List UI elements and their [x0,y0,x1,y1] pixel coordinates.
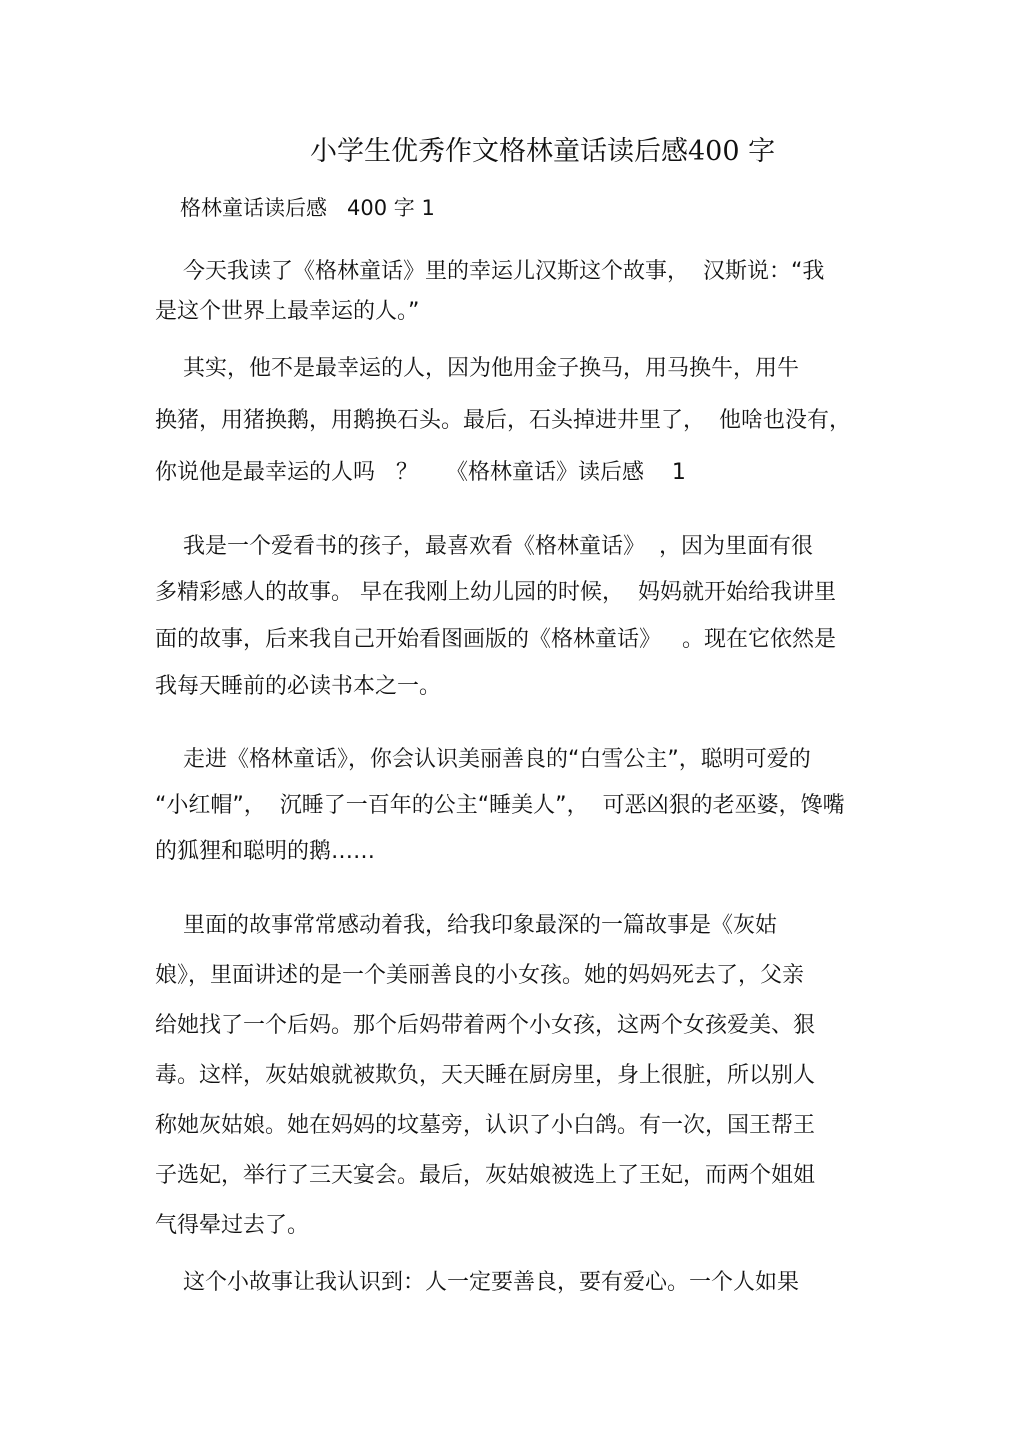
text-line: 娘》，里面讲述的是一个美丽善良的小女孩。她的妈妈死去了，父亲 [155,963,805,988]
text-line: 换猪，用猪换鹅，用鹅换石头。最后，石头掉进井里了， 他啥也没有， [155,408,851,433]
text-line: 其实，他不是最幸运的人，因为他用金子换马，用马换牛，用牛 [155,356,799,381]
text-line: 称她灰姑娘。她在妈妈的坟墓旁，认识了小白鸽。有一次，国王帮王 [155,1113,816,1138]
text-line: 气得晕过去了。 [155,1213,310,1238]
text-line: 我每天睡前的必读书本之一。 [155,674,442,699]
text-line: 你说他是最幸运的人吗 ？ 《格林童话》读后感 1 [155,460,686,485]
text-line: 子选妃，举行了三天宴会。最后，灰姑娘被选上了王妃，而两个姐姐 [155,1163,816,1188]
text-line: 的狐狸和聪明的鹅…… [155,839,376,864]
text-line: “小红帽”， 沉睡了一百年的公主“睡美人”， 可恶凶狠的老巫婆，馋嘴 [155,793,845,818]
text-line: 多精彩感人的故事。 早在我刚上幼儿园的时候， 妈妈就开始给我讲里 [155,580,836,605]
text-line: 面的故事，后来我自己开始看图画版的《格林童话》 。现在它依然是 [155,627,836,652]
text-line: 给她找了一个后妈。那个后妈带着两个小女孩，这两个女孩爱美、狠 [155,1013,816,1038]
text-line: 这个小故事让我认识到：人一定要善良，要有爱心。一个人如果 [155,1270,799,1295]
text-line: 走进《格林童话》，你会认识美丽善良的“白雪公主”，聪明可爱的 [155,747,811,772]
text-line: 我是一个爱看书的孩子，最喜欢看《格林童话》 ，因为里面有很 [155,534,813,559]
text-line: 毒。这样，灰姑娘就被欺负，天天睡在厨房里，身上很脏，所以别人 [155,1063,816,1088]
text-line: 今天我读了《格林童话》里的幸运儿汉斯这个故事， 汉斯说：“我 [155,259,825,284]
section-heading: 格林童话读后感 400 字 1 [180,196,435,220]
text-line: 里面的故事常常感动着我，给我印象最深的一篇故事是《灰姑 [155,913,777,938]
document-title: 小学生优秀作文格林童话读后感400 字 [310,136,776,167]
text-line: 是这个世界上最幸运的人。” [155,299,420,324]
